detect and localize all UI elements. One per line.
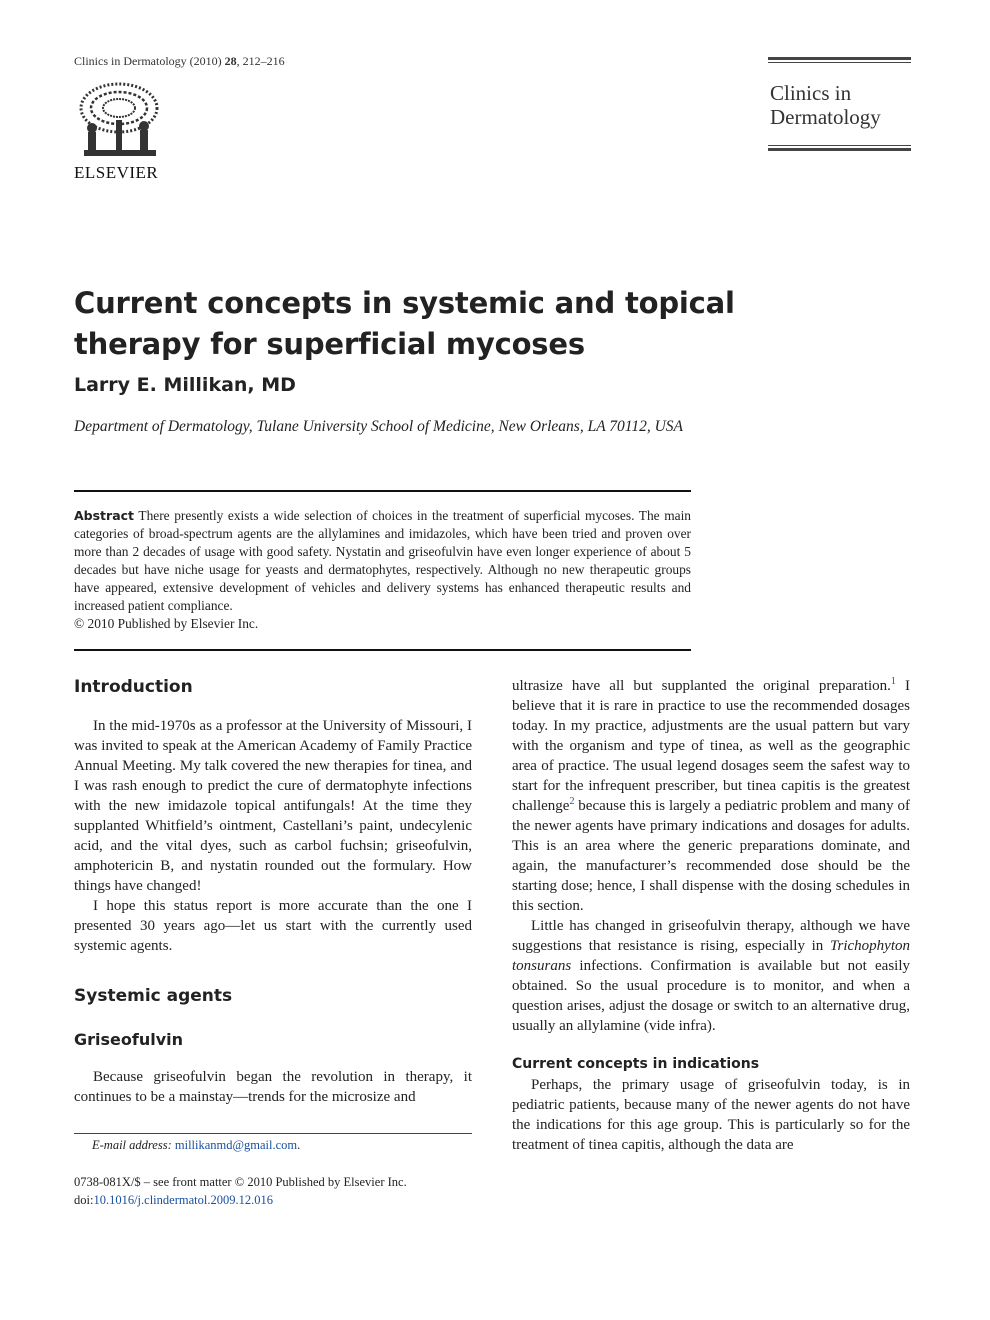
doi-link[interactable]: 10.1016/j.clindermatol.2009.12.016 [93,1193,273,1207]
email-label: E-mail address: [92,1138,172,1152]
right-column-body [512,676,910,1036]
journal-citation [74,54,285,69]
systemic-agents-heading: Systemic agents [74,986,233,1006]
griseofulvin-paragraph-continued [512,676,910,916]
journal-name [770,81,881,129]
citation-journal: Clinics in Dermatology (2010) [74,54,222,68]
masthead-top-rule-thin [768,62,911,63]
author-email-footnote [92,1138,300,1153]
article-title: Current concepts in systemic and topical therapy for superficial mycoses [74,286,735,361]
abstract-label: Abstract [74,508,135,523]
continued-text-c: because this is largely a pediatric problem and many of the newer agents have primary indications and dosages for adults. This is an area where the generic preparations dominate, and again, the manufacturer’s recommended dose should be the starting dose; hence, I shall dispense with the dosing schedules in this section. [512,798,910,914]
paragraph-2-text-a: Little has changed in griseofulvin therapy, although we have suggestions that resistance is rising, especially in [512,918,910,954]
continued-text-a: ultrasize have all but supplanted the original preparation. [512,678,891,694]
masthead-bottom-rule [768,148,911,151]
introduction-paragraph-2: I hope this status report is more accurate than the one I presented 30 years ago—let us start with the currently used systemic agents. [74,898,472,954]
journal-masthead [768,57,911,153]
author-email-link[interactable]: millikanmd@gmail.com [174,1138,298,1152]
griseofulvin-heading: Griseofulvin [74,1030,184,1049]
reference-1-link[interactable]: 1 [890,676,896,687]
footnote-rule [74,1133,472,1134]
indications-paragraph-1: Perhaps, the primary usage of griseofulvin today, is in pediatric patients, because many of the newer agents do not have the indications for this age group. This is particularly so for the treatment of tinea capitis, although the data are [512,1077,910,1153]
issn-line: 0738-081X/$ – see front matter © 2010 Published by Elsevier Inc. [74,1175,407,1189]
elsevier-tree-logo-icon [74,80,164,160]
author-affiliation: Department of Dermatology, Tulane University School of Medicine, New Orleans, LA 70112, USA [74,418,684,435]
paragraph-2-text-b: infections. Confirmation is available but not easily obtained. So the usual procedure is to monitor, and when a question arises, adjust the dosage or switch to an alternative drug, usually an allylamine (vide infra). [512,958,910,1034]
masthead-bottom-rule-thin [768,145,911,146]
indications-body [512,1075,910,1155]
journal-name-line1: Clinics in [770,81,852,105]
continued-text-b: I believe that it is rare in practice to use the recommended dosages today. In my practice, adjustments are the usual pattern but vary with the organism and type of tinea, as well as the geographic area of practice. The usual legend dosages seem the safest way to start for the infrequent prescriber, but tinea capitis is the greatest challenge [512,678,910,814]
abstract-bottom-rule [74,649,691,651]
doi-label: doi: [74,1193,94,1207]
journal-name-line2: Dermatology [770,105,881,129]
reference-2-link[interactable]: 2 [569,796,575,807]
abstract-copyright: © 2010 Published by Elsevier Inc. [74,616,259,631]
abstract [74,507,691,633]
email-period: . [297,1138,301,1152]
citation-pages: , 212–216 [236,54,285,68]
doi-line [74,1191,407,1209]
citation-volume: 28 [224,54,237,68]
masthead-top-rule [768,57,911,60]
abstract-text: There presently exists a wide selection of choices in the treatment of superficial mycoses. The main categories of broad-spectrum agents are the allylamines and imidazoles, which have been tried and proven over more than 2 decades of usage with good safety. Nystatin and griseofulvin have even longer experience of about 5 decades but have niche usage for yeasts and dermatophytes, respectively. Although no new therapeutic groups have appeared, extensive development of vehicles and delivery systems has enhanced therapeutic results and increased patient compliance. [74,508,691,613]
abstract-top-rule [74,490,691,492]
griseofulvin-body [74,1067,472,1107]
publisher-logo-text: ELSEVIER [74,163,159,182]
introduction-heading: Introduction [74,677,193,697]
griseofulvin-paragraph-2 [512,916,910,1036]
front-matter [74,1173,407,1209]
species-name: Trichophyton tonsurans [512,938,910,974]
griseofulvin-paragraph-1: Because griseofulvin began the revolution in therapy, it continues to be a mainstay—trends for the microsize and [74,1069,472,1105]
introduction-body [74,716,472,956]
article-author: Larry E. Millikan, MD [74,374,296,396]
indications-heading: Current concepts in indications [512,1056,760,1072]
introduction-paragraph-1: In the mid-1970s as a professor at the University of Missouri, I was invited to speak at the American Academy of Family Practice Annual Meeting. My talk covered the new therapies for tinea, and I was rash enough to predict the cure of dermatophyte infections with the new imidazole topical antifungals! At the time they supplanted Whitfield’s ointment, Castellani’s paint, undecylenic acid, and the vital dyes, such as carbol fuchsin; griseofulvin, amphotericin B, and nystatin rounded out the formulary. How things have changed! [74,718,472,894]
